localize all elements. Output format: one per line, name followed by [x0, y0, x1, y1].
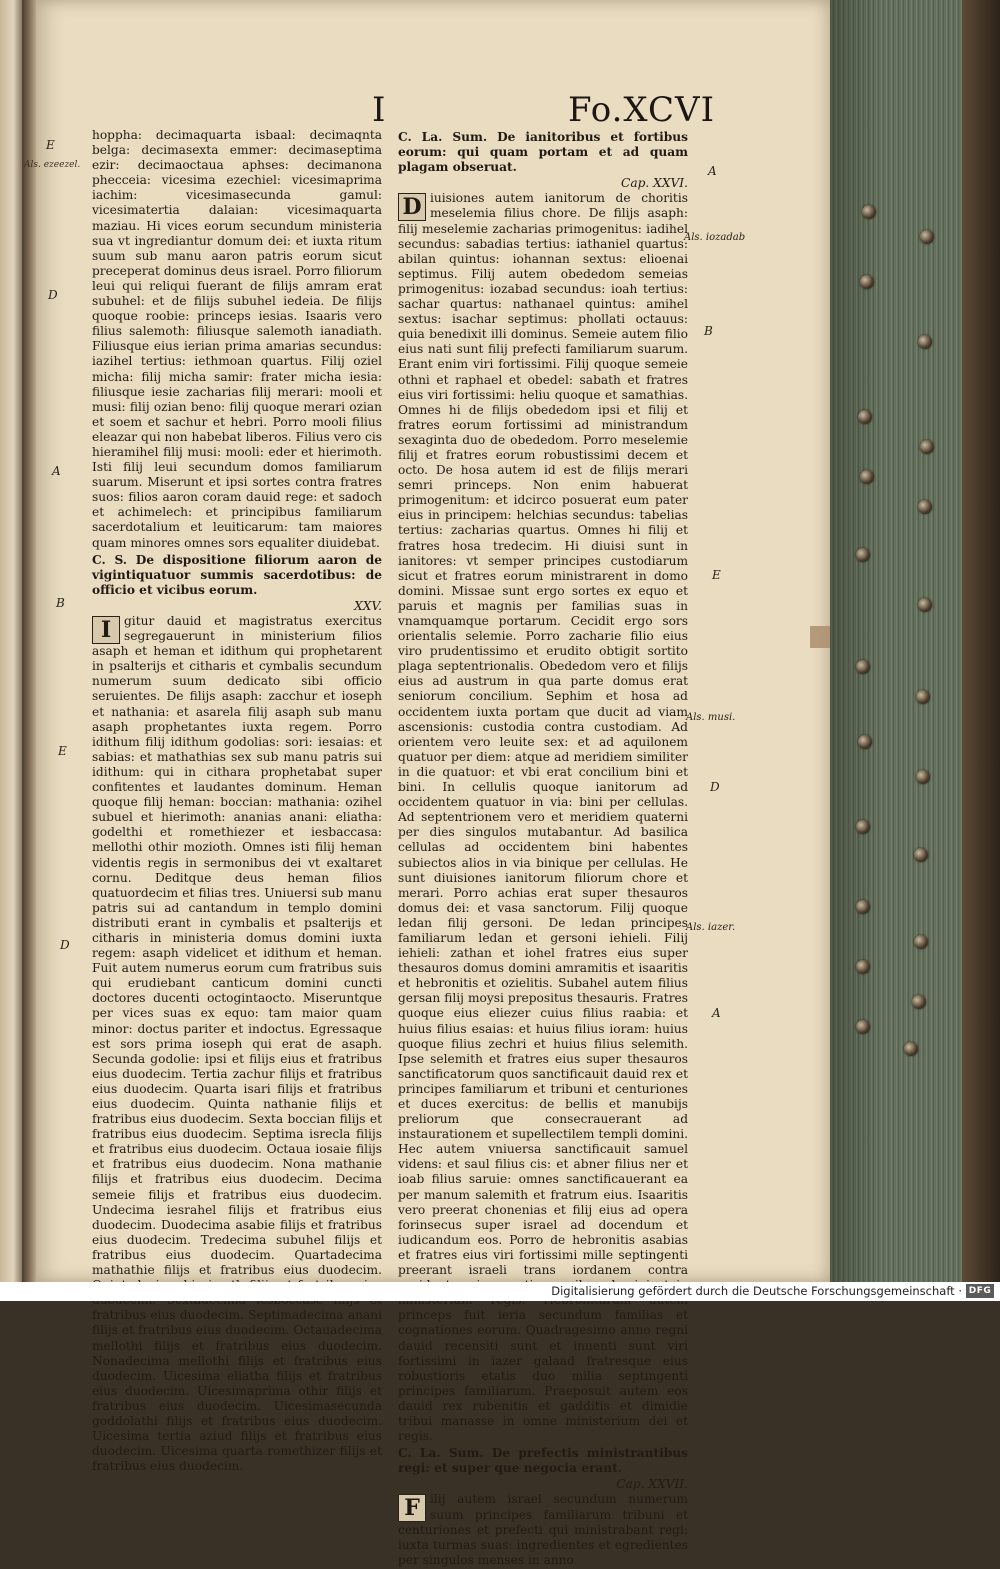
- clasp-nail: [916, 690, 930, 704]
- paragraph: ilij autem israel secundum numerum suum principes familiarum tribuni et centuriones et prefecti qui ministrabant regi: iuxta turmas suas: ingredientes et egredientes per singulos menses in anno: [398, 1492, 688, 1567]
- clasp-nail: [914, 848, 928, 862]
- margin-letter: A: [708, 164, 717, 178]
- margin-letter: D: [48, 288, 58, 302]
- paper-stain: [810, 626, 830, 648]
- book-gutter: [22, 0, 36, 1282]
- margin-letter: E: [712, 568, 721, 582]
- clasp-nail: [858, 410, 872, 424]
- margin-letter: D: [60, 938, 70, 952]
- clasp-nail: [856, 548, 870, 562]
- digitization-footer: [0, 1282, 1000, 1301]
- clasp-nail: [858, 735, 872, 749]
- margin-letter: A: [52, 464, 61, 478]
- clasp-nail: [918, 500, 932, 514]
- dfg-logo: DFG: [966, 1284, 994, 1298]
- margin-letter: E: [46, 138, 55, 152]
- decorated-initial: F: [398, 1494, 426, 1522]
- clasp-nail: [918, 335, 932, 349]
- chapter-summary: C. La. Sum. De ianitoribus et fortibus eorum: qui quam portam et ad quam plagam obseruat.: [398, 130, 688, 175]
- margin-note: Als. iazer.: [686, 922, 736, 933]
- margin-letter: A: [712, 1006, 721, 1020]
- clasp-nail: [856, 660, 870, 674]
- running-head-folio: Fo.XCVI: [568, 90, 716, 130]
- clasp-nail: [916, 770, 930, 784]
- margin-note: Als. ezeezel.: [24, 160, 81, 170]
- chapter-summary: C. S. De dispositione filiorum aaron de vigintiquatuor summis sacerdotibus: de officio et vicibus eorum.: [92, 552, 382, 597]
- running-head-chapter: I: [372, 90, 387, 130]
- margin-letter: B: [704, 324, 713, 338]
- book-cover-edge: [962, 0, 1000, 1282]
- margin-letter: D: [710, 780, 720, 794]
- clasp-nail: [920, 440, 934, 454]
- paragraph: iuisiones autem ianitorum de choritis meselemia filius chore. De filijs asaph: filij meselemie zacharias primogenitus: iadihel secundus: sabadias tertius: iathaniel quartus: abilan quintus: iohannan sextus: elioenai septimus. Filij autem obededom semeias primogenitus: iozabad secundus: ioah tertius: sachar quartus: nathanael quintus: amihel sextus: isachar septimus: phollati octauus: quia benedixit illi dominus. Semeie autem filio eius nati sunt filij prefecti familiarum suarum. Erant enim viri fortissimi. Filij quoque semeie othni et raphael et obedel: sabath et fratres eius viri fortissimi: heliu quoque et samathias. Omnes hi de filijs obededom ipsi et filij et fratres eorum fortissimi ad ministrandum sexaginta duo de obededom. Porro meselemie filij et fratres eorum robustissimi decem et octo. De hosa autem id est de filijs merari semri princeps. Non enim habuerat primogenitum: et idcirco posuerat eum pater eius in principem: helchias secundus: tabelias tertius: zacharias quartus. Omnes hi filij et fratres hosa tredecim. Hi diuisi sunt in ianitores: vt semper principes custodiarum sicut et fratres eorum ministrarent in domo domini. Missae sunt ergo sortes ex equo et paruis et magnis per familias suas in vnamquamque portarum. Cecidit ergo sors orientalis selemie. Porro zacharie filio eius viro prudentissimo et erudito obtigit sortito plaga septentrionalis. Obededom vero et filijs eius ad austrum in qua parte domus erat seniorum concilium. Sephim et hosa ad occidentem iuxta portam que ducit ad viam ascensionis: custodia contra custodiam. Ad orientem vero leuite sex: et ad aquilonem quatuor per diem: atque ad meridiem similiter in die quatuor: et vbi erat concilium bini et bini. In cellulis quoque ianitorum ad occidentem quatuor in via: bini per cellulas. Ad septentrionem vero et meridiem quaterni per dies singulos mutabantur. Ad basilica cellulas ad occidentem bini habentes subiectos alios in via binique per cellulas. He sunt diuisiones ianitorum filiorum chore et merari. Porro achias erat super thesauros domus dei: et vasa sanctorum. Filij quoque ledan filij gersoni. De ledan principes familiarum ledan et gersoni iehieli. Filij iehieli: zathan et iohel fratres eius super thesauros domus domini amramitis et isaaritis et hebronitis et ozielitis. Subahel autem filius gersan filij moysi prepositus thesauris. Fratres quoque eius eliezer cuius filius raabia: et huius filius esaias: et huius filius ioram: huius quoque filius zechri et huius filius selemith. Ipse selemith et fratres eius super thesauros sanctificatorum quos sanctificauit dauid rex et principes familiarum et tribuni et centuriones et duces exercitus: de bellis et manubijs preliorum que consecrauerant ad instaurationem et supellectilem templi domini. Hec autem vniuersa sanctificauit samuel videns: et saul filius cis: et abner filius ner et ioab filius saruie: omnes sanctificauerant ea per manum salemith et fratrum eius. Isaaritis vero preerat chonenias et filij eius ad opera forinsecus super israel ad docendum et iudicandum eos. Porro de hebronitis asabias et fratres eius viri fortissimi mille septingenti preerant israeli trans iordanem contra princeps fuit ieria secundum familias et cognationes eorum. Quadragesimo anno regni dauid recensiti sunt et inuenti sunt viri fortissimi in iazer galaad fratresque eius robustioris etatis duo milia septingenti principes familiarum. Praeposuit autem eos dauid rex rubenitis et gadditis et dimidie tribui manasse in omne ministerium dei et regis.: [398, 191, 688, 1444]
- clasp-nail: [862, 205, 876, 219]
- clasp-nail: [914, 935, 928, 949]
- decorated-initial: D: [398, 193, 426, 221]
- clasp-nail: [860, 275, 874, 289]
- margin-letter: B: [56, 596, 65, 610]
- funding-credit: Digitalisierung gefördert durch die Deutsche Forschungsgemeinschaft ·: [551, 1284, 962, 1298]
- clasp-nail: [918, 598, 932, 612]
- chapter-number: Cap. XXVI.: [621, 176, 688, 191]
- clasp-nail: [912, 995, 926, 1009]
- facing-page-edge: [0, 0, 22, 1282]
- clasp-nail: [856, 820, 870, 834]
- margin-note: Als. musi.: [686, 712, 736, 723]
- clasp-nail: [920, 230, 934, 244]
- decorated-initial: I: [92, 616, 120, 644]
- clasp-nail: [860, 470, 874, 484]
- paragraph: hoppha: decimaquarta isbaal: decimaqnta belga: decimasexta emmer: decimaseptima ezir: decimaoctaua aphses: decimanona phecceia: vicesima ezechiel: vicesimaprima iachim: vicesimasecunda gamul: vicesimatertia dalaian: vicesimaquarta maziau. Hi vices eorum secundum ministeria sua vt ingrediantur domum dei: et iuxta ritum suum sub manu aaron patris eorum sicut preceperat dominus deus israel. Porro filiorum leui qui reliqui fuerant de filijs amram erat subuhel: et de filijs subuhel iedeia. De filijs quoque roobie: princeps iesias. Isaaris vero filius salemoth: filiusque salemoth ianadiath. Filiusque eius ierian prima amarias secundus: iazihel tertius: iethmoan quartus. Filij oziel micha: filij micha samir: frater micha iesia: filiusque iesie zacharias filij merari: mooli et musi: filij ozian beno: filij quoque merari ozian et soem et sachur et hebri. Porro mooli filius eleazar qui non habebat liberos. Filius vero cis hieramihel filij musi: mooli: eder et hierimoth. Isti filij leui secundum domos familiarum suarum. Miserunt et ipsi sortes contra fratres suos: filios aaron coram dauid rege: et sadoch et achimelech: et principibus familiarum sacerdotalium et leuiticarum: tam maiores quam minores omnes sors equaliter diuidebat.: [92, 128, 382, 550]
- clasp-nail: [856, 960, 870, 974]
- text-column-left: [92, 128, 382, 1475]
- clasp-nail: [856, 900, 870, 914]
- margin-letter: E: [58, 744, 67, 758]
- chapter-number: XXV.: [354, 598, 382, 613]
- paragraph: gitur dauid et magistratus exercitus segregauerunt in ministerium filios asaph et heman et idithum qui prophetarent in psalterijs et citharis et cymbalis secundum numerum suum dedicato sibi officio seruientes. De filijs asaph: zacchur et ioseph et nathania: et asarela filij asaph sub manu asaph prophetantes iuxta regem. Porro idithum filij idithum godolias: sori: iesaias: et sabias: et mathathias sex sub manu patris sui idithum: qui in cithara prophetabat super confitentes et laudantes dominum. Heman quoque filij heman: boccian: mathania: ozihel subuel et hierimoth: ananias anani: eliatha: godelthi et romethiezer et iesbaccasa: mellothi othir mozioth. Omnes isti filij heman videntis regis in sermonibus dei vt exaltaret cornu. Deditque deus heman filios quatuordecim et filias tres. Uniuersi sub manu patris sui ad cantandum in templo domini distributi erant in cymbalis et psalterijs et citharis in ministeria domus domini iuxta regem: asaph videlicet et idithum et heman. Fuit autem numerus eorum cum fratribus suis qui erudiebant canticum domini cuncti doctores ducenti octogintaocto. Miseruntque per vices suas ex equo: tam maior quam minor: doctus pariter et indoctus. Egressaque est sors prima ioseph qui erat de asaph. Secunda godolie: ipsi et filijs eius et fratribus eius duodecim. Tertia zachur filijs et fratribus eius duodecim. Quarta isari filijs et fratribus eius duodecim. Quinta nathanie filijs et fratribus eius duodecim. Sexta boccian filijs et fratribus eius duodecim. Septima isrecla filijs et fratribus eius duodecim. Octaua iosaie filijs et fratribus eius duodecim. Nona mathanie filijs et fratribus eius duodecim. Decima semeie filijs et fratribus eius duodecim. Undecima iesrahel filijs et fratribus eius duodecim. Duodecima asabie filijs et fratribus eius duodecim. Tredecima subuhel filijs et fratribus eius duodecim. Quartadecima mathathie filijs et fratribus eius duodecim. fratribus eius duodecim. Septimadecima anani filijs et fratribus eius duodecim. Octauadecima mellothi filijs et fratribus eius duodecim. Nonadecima mellothi filijs et fratribus eius duodecim. Uicesima eliatha filijs et fratribus eius duodecim. Uicesimaprima othir filijs et fratribus eius duodecim. Uicesimasecunda goddolathi filijs et fratribus eius duodecim. Uicesima tertia aziud filijs et fratribus eius duodecim. Uicesima quarta romethizer filijs et fratribus eius duodecim.: [92, 614, 382, 1474]
- margin-note: Als. iozadab: [684, 232, 746, 243]
- clasp-nail: [856, 1020, 870, 1034]
- text-column-right: [398, 128, 688, 1569]
- chapter-summary: C. La. Sum. De prefectis ministrantibus regi: et super que negocia erant.: [398, 1446, 688, 1476]
- chapter-number: Cap. XXVII.: [616, 1477, 688, 1492]
- clasp-nail: [904, 1042, 918, 1056]
